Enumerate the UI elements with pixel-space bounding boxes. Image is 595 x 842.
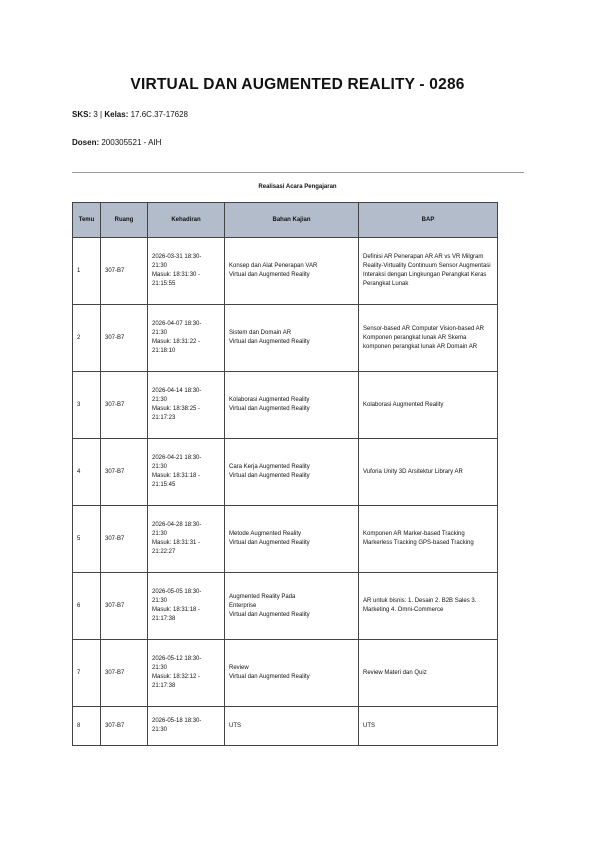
cell-bap: AR untuk bisnis: 1. Desain 2. B2B Sales 3. Marketing 4. Omni-Commerce [359,573,498,640]
cell-bahan-kajian-line: Virtual dan Augmented Reality [229,540,310,546]
cell-bahan-kajian-line: Virtual dan Augmented Reality [229,272,310,278]
cell-bahan-kajian-line: Sistem dan Domain AR [229,330,292,336]
dosen-value: 200305521 - AIH [101,138,162,147]
cell-bap: Kolaborasi Augmented Reality [359,372,498,439]
cell-kehadiran-line: 21:15:55 [152,281,176,287]
sks-label: SKS: [72,110,92,119]
table-header-row [73,203,498,238]
header-bap: BAP [359,203,498,238]
cell-kehadiran-line: 21:18:10 [152,348,176,354]
kelas-value: 17.6C.37-17628 [130,110,188,119]
cell-kehadiran-line: 2026-05-18 18:30- [152,718,202,724]
cell-kehadiran-line: 21:22:27 [152,549,176,555]
teaching-realization-table [72,202,498,746]
cell-bahan-kajian-line: Virtual dan Augmented Reality [229,406,310,412]
cell-ruang: 307-B7 [101,506,148,573]
cell-kehadiran [148,238,225,305]
cell-bahan-kajian-line: Enterprise [229,602,257,609]
cell-bahan-kajian-line: Konsep dan Alat Penerapan VAR [229,263,318,269]
cell-bahan-kajian-line: Virtual dan Augmented Reality [229,339,310,345]
cell-kehadiran-line: 2026-04-07 18:30- [152,321,202,327]
cell-kehadiran [148,439,225,506]
cell-ruang: 307-B7 [101,573,148,640]
cell-kehadiran-line: Masuk: 18:31:22 - [152,339,201,345]
cell-bahan-kajian [225,573,359,640]
cell-bap: Review Materi dan Quiz [359,640,498,707]
cell-temu: 3 [73,372,101,439]
cell-ruang: 307-B7 [101,439,148,506]
cell-ruang: 307-B7 [101,372,148,439]
table-row [73,238,498,305]
cell-kehadiran-line: Masuk: 18:31:18 - [152,607,201,613]
cell-kehadiran-line: 21:17:38 [152,616,176,622]
cell-kehadiran [148,506,225,573]
cell-kehadiran-line: 2026-05-05 18:30- [152,589,202,595]
table-row [73,506,498,573]
cell-bahan-kajian-line: Cara Kerja Augmented Reality [229,464,310,470]
course-info [72,110,188,119]
divider [72,172,524,173]
header-temu: Temu [73,203,101,238]
table-row [73,439,498,506]
cell-kehadiran-line: 21:30 [152,397,168,403]
table-row [73,640,498,707]
cell-bahan-kajian-line: Virtual dan Augmented Reality [229,611,310,618]
cell-bahan-kajian [225,305,359,372]
cell-kehadiran-line: 2026-04-21 18:30- [152,455,202,461]
header-bahan-kajian: Bahan Kajian [225,203,359,238]
lecturer-info [72,138,161,147]
cell-ruang: 307-B7 [101,640,148,707]
cell-bahan-kajian [225,372,359,439]
cell-temu: 6 [73,573,101,640]
cell-bahan-kajian-line: Virtual dan Augmented Reality [229,473,310,479]
table-row [73,707,498,746]
cell-temu: 5 [73,506,101,573]
cell-bahan-kajian [225,506,359,573]
cell-kehadiran-line: 21:30 [152,665,168,671]
cell-kehadiran [148,372,225,439]
page-title: VIRTUAL DAN AUGMENTED REALITY - 0286 [130,76,465,93]
cell-temu: 7 [73,640,101,707]
cell-kehadiran-line: Masuk: 18:31:18 - [152,473,201,479]
dosen-label: Dosen: [72,138,100,147]
cell-kehadiran [148,573,225,640]
cell-temu: 4 [73,439,101,506]
cell-bahan-kajian-line: Virtual dan Augmented Reality [229,674,310,680]
cell-kehadiran-line: 21:30 [152,464,168,470]
cell-kehadiran-line: Masuk: 18:38:25 - [152,406,201,412]
cell-kehadiran [148,640,225,707]
cell-kehadiran-line: 21:17:23 [152,415,176,421]
cell-kehadiran-line: 21:30 [152,531,168,537]
cell-bap: Vuforia Unity 3D Arsitektur Library AR [359,439,498,506]
cell-bap: Komponen AR Marker-based Tracking Markerless Tracking GPS-based Tracking [359,506,498,573]
cell-temu: 1 [73,238,101,305]
info-separator: | [100,110,103,119]
cell-temu: 8 [73,707,101,746]
table-row [73,305,498,372]
cell-kehadiran-line: 2026-04-14 18:30- [152,388,202,394]
cell-kehadiran-line: 21:30 [152,598,168,604]
cell-temu: 2 [73,305,101,372]
table-row [73,573,498,640]
cell-kehadiran-line: 21:17:38 [152,683,176,689]
cell-kehadiran [148,305,225,372]
header-kehadiran: Kehadiran [148,203,225,238]
cell-bahan-kajian-line: Kolaborasi Augmented Reality [229,397,310,403]
kelas-label: Kelas: [104,110,129,119]
cell-kehadiran-line: 21:30 [152,263,168,269]
cell-kehadiran-line: 2026-04-28 18:30- [152,522,202,528]
cell-ruang: 307-B7 [101,305,148,372]
table-caption: Realisasi Acara Pengajaran [258,184,337,190]
cell-kehadiran-line: 2026-03-31 18:30- [152,254,202,260]
cell-kehadiran [148,707,225,746]
sks-value: 3 [93,110,98,119]
cell-bahan-kajian [225,238,359,305]
cell-bahan-kajian-line: Metode Augmented Reality [229,531,302,537]
cell-bahan-kajian-line: UTS [229,722,241,729]
cell-ruang: 307-B7 [101,707,148,746]
table-row [73,372,498,439]
cell-kehadiran-line: 21:30 [152,727,168,733]
cell-kehadiran-line: 2026-05-12 18:30- [152,656,202,662]
cell-kehadiran-line: Masuk: 18:31:30 - [152,272,201,278]
header-ruang: Ruang [101,203,148,238]
cell-bahan-kajian-line: Augmented Reality Pada [229,593,296,600]
cell-kehadiran-line: 21:30 [152,330,168,336]
cell-kehadiran-line: 21:15:45 [152,482,176,488]
cell-ruang: 307-B7 [101,238,148,305]
cell-bahan-kajian [225,640,359,707]
cell-bahan-kajian [225,707,359,746]
cell-bap: Sensor-based AR Computer Vision-based AR Komponen perangkat lunak AR Skema komponen perangkat lunak AR Domain AR [359,305,498,372]
cell-kehadiran-line: Masuk: 18:31:31 - [152,540,201,546]
cell-bap: Definisi AR Penerapan AR AR vs VR Milgram Reality-Virtuality Continuum Sensor Augmentasi Interaksi dengan Lingkungan Perangkat Keras Perangkat Lunak [359,238,498,305]
cell-kehadiran-line: Masuk: 18:32:12 - [152,674,201,680]
cell-bahan-kajian-line: Review [229,665,249,671]
cell-bap: UTS [359,707,498,746]
cell-bahan-kajian [225,439,359,506]
